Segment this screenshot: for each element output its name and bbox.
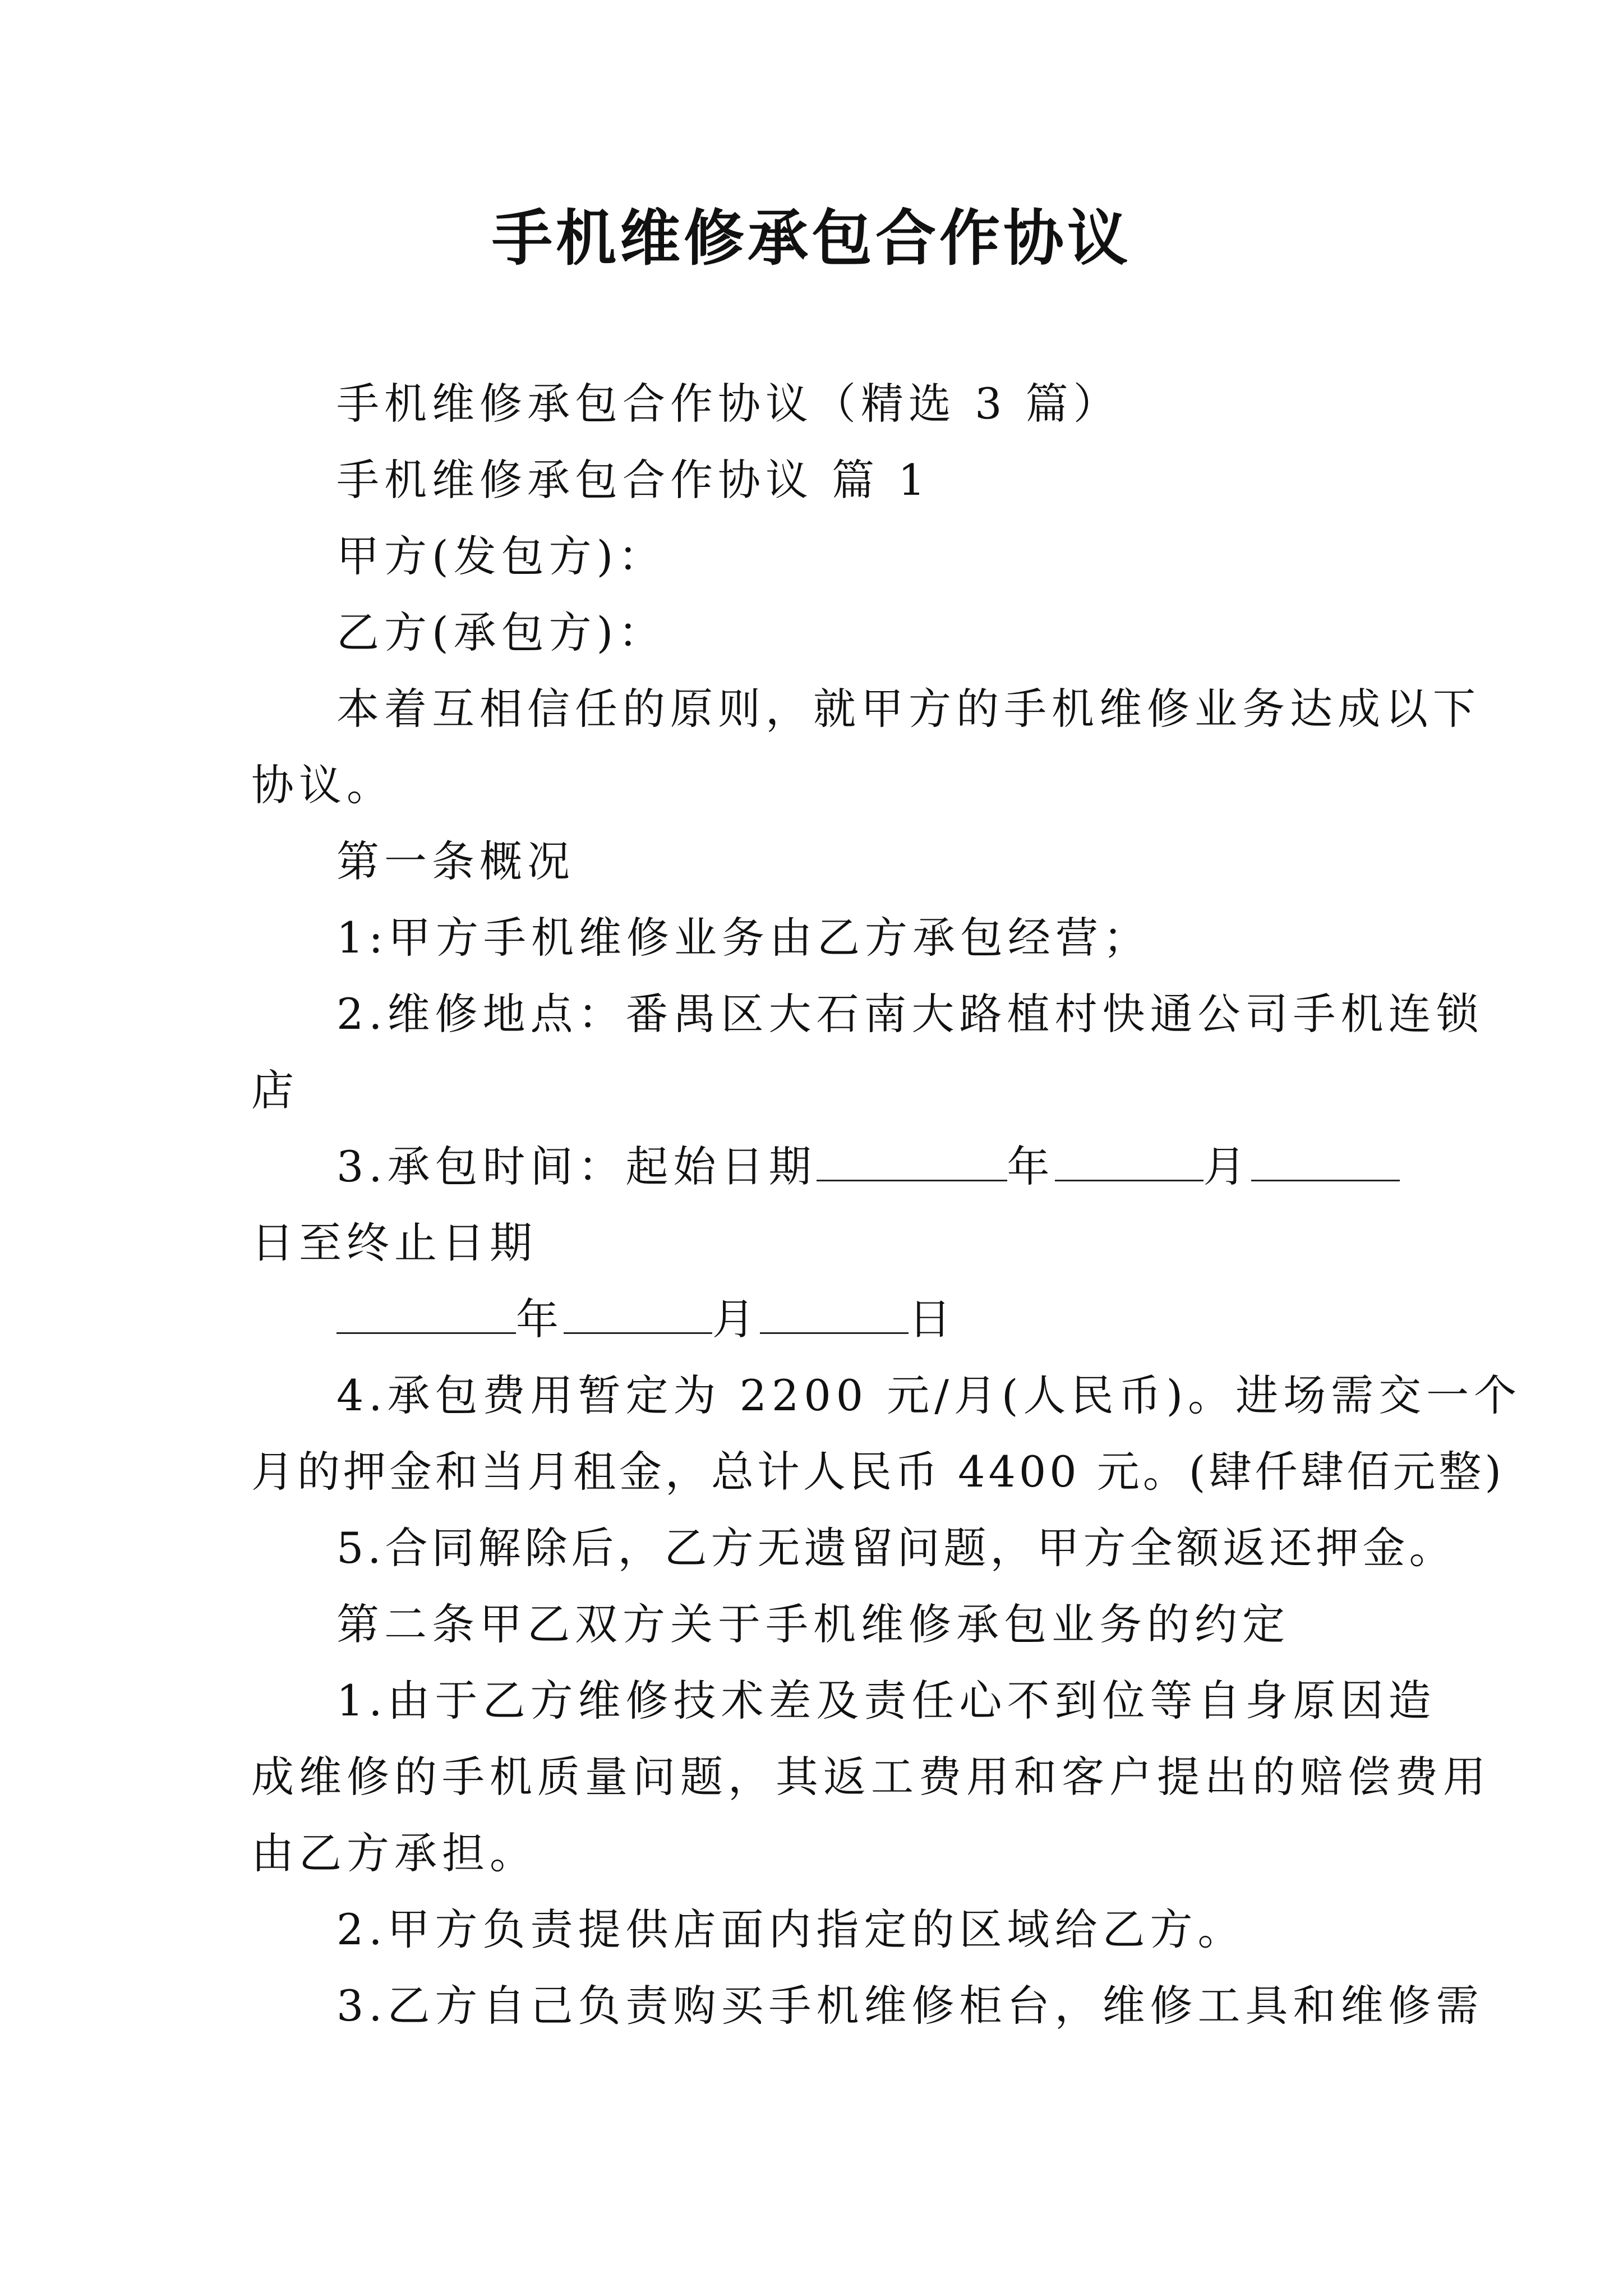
- day-blank: [760, 1293, 909, 1334]
- paragraph-line: 1.由于乙方维修技术差及责任心不到位等自身原因造: [336, 1676, 1436, 1726]
- month-label: 月: [1203, 1142, 1251, 1191]
- party-b-line: 乙方(承包方)：: [336, 608, 666, 657]
- paragraph-line: 本着互相信任的原则，就甲方的手机维修业务达成以下: [336, 684, 1481, 734]
- day-blank: [1251, 1140, 1400, 1181]
- day-label: 日: [909, 1294, 956, 1344]
- subtitle-line: 手机维修承包合作协议（精选 3 篇）: [336, 379, 1121, 429]
- paragraph-line: 协议。: [251, 760, 394, 810]
- year-blank: [817, 1140, 1007, 1181]
- month-blank: [1055, 1140, 1204, 1181]
- article-heading: 第一条概况: [336, 836, 575, 886]
- paragraph-line: 成维修的手机质量问题，其返工费用和客户提出的赔偿费用: [251, 1752, 1491, 1802]
- contract-term-line: [336, 1140, 1400, 1194]
- document-title: 手机维修承包合作协议: [491, 203, 1131, 274]
- section-heading: 手机维修承包合作协议 篇 1: [336, 455, 930, 505]
- paragraph-line: 4.承包费用暂定为 2200 元/月(人民币)。进场需交一个: [336, 1370, 1522, 1420]
- year-label: 年: [1007, 1142, 1055, 1191]
- term-label: 3.承包时间：起始日期: [336, 1142, 817, 1191]
- paragraph-line: 2.维修地点：番禺区大石南大路植村快通公司手机连锁: [336, 989, 1484, 1039]
- paragraph-line: 3.乙方自己负责购买手机维修柜台，维修工具和维修需: [336, 1981, 1484, 2031]
- party-a-line: 甲方(发包方)：: [336, 531, 666, 581]
- paragraph-line: 2.甲方负责提供店面内指定的区域给乙方。: [336, 1904, 1246, 1954]
- paragraph-line: 1:甲方手机维修业务由乙方承包经营；: [336, 913, 1151, 963]
- year-label: 年: [516, 1294, 564, 1344]
- month-label: 月: [712, 1294, 760, 1344]
- month-blank: [564, 1293, 712, 1334]
- year-blank: [336, 1293, 516, 1334]
- paragraph-line: 日至终止日期: [251, 1218, 537, 1268]
- article-heading: 第二条甲乙双方关于手机维修承包业务的约定: [336, 1599, 1290, 1649]
- paragraph-line: 5.合同解除后，乙方无遗留问题，甲方全额返还押金。: [336, 1523, 1456, 1573]
- paragraph-line: 月的押金和当月租金，总计人民币 4400 元。(肆仟肆佰元整): [251, 1447, 1505, 1497]
- paragraph-line: 由乙方承担。: [251, 1828, 537, 1878]
- end-date-line: [336, 1292, 956, 1346]
- paragraph-line: 店: [251, 1065, 299, 1115]
